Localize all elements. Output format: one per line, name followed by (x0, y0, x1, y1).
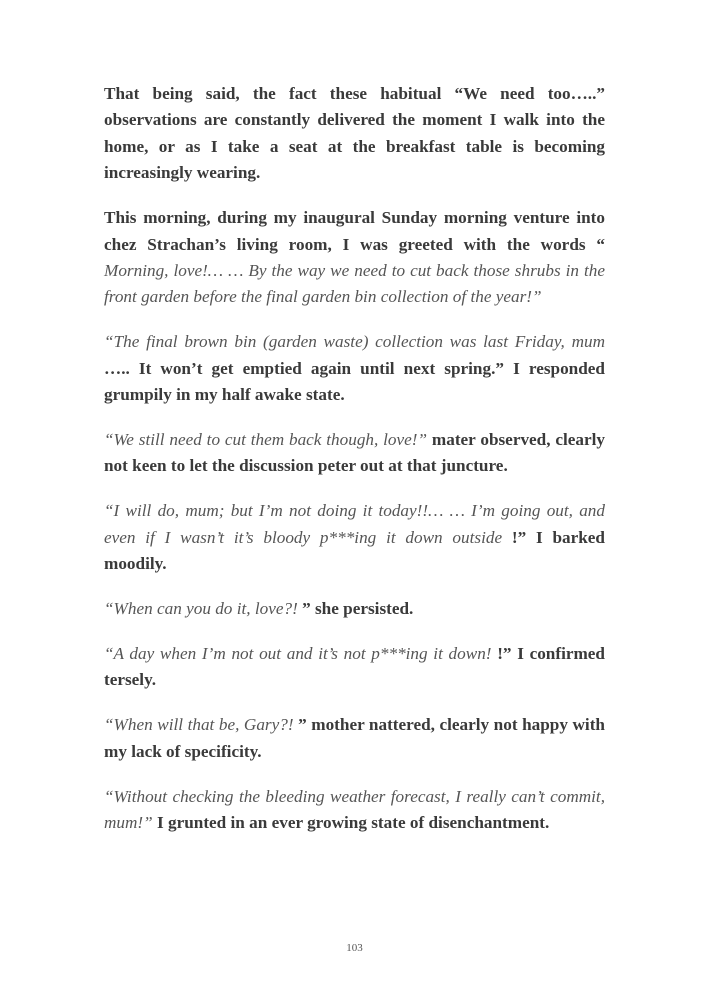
text-run: mater observed, clearly not keen to let the discussion peter out at that juncture. (104, 429, 605, 476)
text-run: ” mother nattered, clearly not happy with my lack of specificity. (104, 715, 605, 761)
italic-text-run: “We still need to cut them back though, love!” (104, 429, 428, 449)
italic-text-run: “When can you do it, love?! (104, 599, 298, 618)
text-body (104, 81, 605, 855)
paragraph-9 (104, 784, 605, 837)
paragraph-4 (104, 427, 605, 480)
text-run: ….. It won’t get emptied again until next spring.” I responded grumpily in my half awake state. (104, 358, 605, 405)
italic-text-run: “Without checking the bleeding weather forecast, I really can’t commit, mum!” (104, 786, 605, 832)
paragraph-8 (104, 712, 605, 765)
text-run: !” I barked moodily. (104, 527, 605, 574)
paragraph-6 (104, 596, 605, 622)
paragraph-1 (104, 81, 605, 187)
italic-text-run: “When will that be, Gary?! (104, 715, 294, 735)
text-run: !” I confirmed tersely. (104, 643, 605, 690)
paragraph-5 (104, 498, 605, 577)
italic-text-run: Morning, love!… … By the way we need to cut back those shrubs in the front garden before the final garden bin collection of the year!” (104, 260, 605, 307)
paragraph-3 (104, 329, 605, 408)
text-run: ” she persisted. (297, 599, 414, 618)
italic-text-run: “The final brown bin (garden waste) collection was last Friday, mum (104, 332, 605, 352)
text-run: That being said, the fact these habitual “We need too…..” observations are constantly delivered the moment I walk into the home, or as I take a seat at the breakfast table is becoming increasingly wearing. (104, 84, 605, 183)
italic-text-run: “I will do, mum; but I’m not doing it today!!… … I’m going out, and even if I wasn’t it’s bloody p***ing it down outside (104, 501, 605, 547)
text-run: This morning, during my inaugural Sunday morning venture into chez Strachan’s living room, I was greeted with the words “ (104, 208, 605, 254)
italic-text-run: “A day when I’m not out and it’s not p***ing it down! (104, 643, 492, 663)
paragraph-7 (104, 641, 605, 694)
paragraph-2 (104, 205, 605, 311)
text-run: I grunted in an ever growing state of disenchantment. (152, 812, 550, 832)
page-number: 103 (346, 942, 363, 954)
